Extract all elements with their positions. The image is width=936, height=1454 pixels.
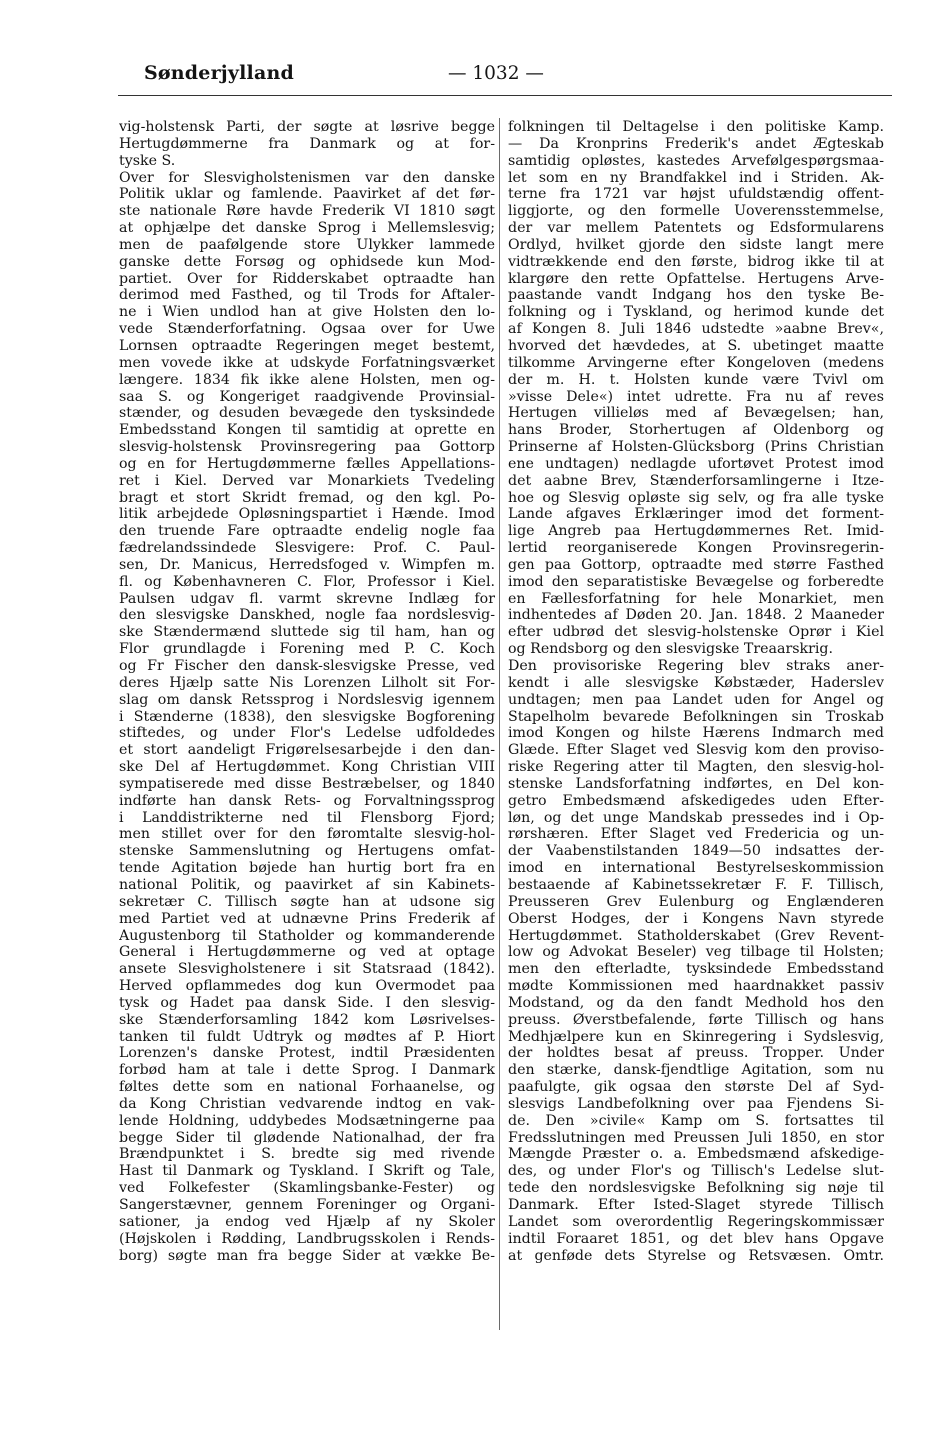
text-line: Medhjælpere kun en Skinregering i Sydslesvig, <box>508 1028 884 1045</box>
text-line: ret i Kiel. Derved var Monarkiets Tvedeling <box>119 472 495 489</box>
text-line: Lornsen optraadte Regeringen meget bestemt, <box>119 337 495 354</box>
text-line: ansete Slesvigholstenere i sit Statsraad (1842). <box>119 961 495 978</box>
text-line: Stapelholm bevarede Befolkningen sin Troskab <box>508 708 884 725</box>
text-line: begge Sider til glødende Nationalhad, der fra <box>119 1129 495 1146</box>
text-line: hoe og Slesvig opløste sig selv, og fra alle tyske <box>508 489 884 506</box>
text-line: løn, og det unge Mandskab pressedes ind i Op- <box>508 809 884 826</box>
text-line: imod en international Bestyrelseskommission <box>508 860 884 877</box>
text-line: Modstand, og da den fandt Medhold hos den <box>508 994 884 1011</box>
text-line: gen paa Gottorp, optraadte med større Fasthed <box>508 556 884 573</box>
text-line: tyske S. <box>119 152 176 169</box>
text-line: forbød ham at tale i dette Sprog. I Danmark <box>119 1062 495 1079</box>
text-line: let som en ny Brandfakkel ind i Striden. Ak- <box>508 169 884 186</box>
text-line: Lande afgaves Erklæringer imod det forment- <box>508 506 884 523</box>
text-line: folkningen til Deltagelse i den politiske Kamp. <box>508 119 884 135</box>
text-line: saa S. og Kongeriget raadgivende Provinsial- <box>119 388 495 405</box>
text-line: men de paafølgende store Ulykker lammede <box>119 236 495 253</box>
text-line: bragt et stort Skridt fremad, og den kgl. Po- <box>119 489 495 506</box>
text-line: fl. og Københavneren C. Flor, Professor i Kiel. <box>119 573 495 590</box>
text-line: des, og under Flor's og Tillisch's Ledelse slut- <box>508 1163 884 1180</box>
text-line: lende Holdning, uddybedes Modsætningerne paa <box>119 1112 495 1129</box>
text-line: at ophjælpe det danske Sprog i Mellemslesvig; <box>119 220 495 237</box>
text-line: paafulgte, gik ogsaa den største Del af Syd- <box>508 1079 884 1096</box>
text-line: Paulsen udgav fl. varmt skrevne Indlæg for <box>119 590 495 607</box>
text-line: ske Del af Hertugdømmet. Kong Christian VIII <box>119 759 495 776</box>
text-line: Fredsslutningen med Preussen Juli 1850, en stor <box>508 1129 884 1146</box>
text-line: fædrelandssindede Slesvigere: Prof. C. Paul- <box>119 540 495 557</box>
text-line: imod Kongen og hilste Hærens Indmarch med <box>508 725 884 742</box>
text-line: med Partiet ved at udnævne Prins Frederik af <box>119 910 495 927</box>
text-line: partiet. Over for Ridderskabet optraadte han <box>119 270 495 287</box>
text-line: den truende Fare optraadte endelig nogle faa <box>119 523 495 540</box>
text-line: Oberst Hodges, der i Kongens Navn styrede <box>508 910 884 927</box>
text-line: terne fra 1721 var højst ufuldstændig offent- <box>508 186 884 203</box>
text-line: tysk og Hadet paa dansk Side. I den slesvig- <box>119 994 495 1011</box>
text-line: rørshæren. Efter Slaget ved Fredericia og un- <box>508 826 884 843</box>
text-line: Hast til Danmark og Tyskland. I Skrift og Tale, <box>119 1163 495 1180</box>
text-line: Landet som overordentlig Regeringskommissær <box>508 1213 884 1230</box>
text-line: da Kong Christian vedvarende indtog en vak- <box>119 1095 495 1112</box>
text-line: indhentedes af Døden 20. Jan. 1848. 2 Maaneder <box>508 607 884 624</box>
text-line: ske Stændermænd sluttede sig til ham, han og <box>119 624 495 641</box>
text-line: den slesvigske Danskhed, nogle faa nordslesvig- <box>119 607 495 624</box>
text-line: men den efterladte, tysksindede Embedsstand <box>508 961 884 978</box>
text-line: sen, Dr. Manicus, Herredsfoged v. Wimpfen m. <box>119 556 495 573</box>
text-line: stænder, og desuden bevægede den tysksindede <box>119 405 495 422</box>
text-line: riske Regering atter til Magten, den slesvig-hol- <box>508 759 884 776</box>
text-line: ste nationale Røre havde Frederik VI 1810 søgt <box>119 203 495 220</box>
text-line: indførte han dansk Rets- og Forvaltningssprog <box>119 792 495 809</box>
text-line: Preusseren Grev Eulenburg og Englænderen <box>508 893 884 910</box>
text-line: der m. H. t. Holsten kunde være Tvivl om <box>508 371 884 388</box>
text-line: slag om dansk Retssprog i Nordslesvig igennem <box>119 691 495 708</box>
text-line: tilkomme Arvingerne efter Kongeloven (medens <box>508 354 884 371</box>
text-line: national Politik, og paavirket af sin Kabinets- <box>119 876 495 893</box>
text-line: slesvig-holstensk Provinsregering paa Gottorp <box>119 439 495 456</box>
text-line: efter udbrød det slesvig-holstenske Oprør i Kiel <box>508 624 884 641</box>
text-line: sympatiserede med disse Bestræbelser, og 1840 <box>119 775 495 792</box>
text-line: derimod med Fasthed, og til Trods for Aftaler- <box>119 287 495 304</box>
text-line: deres Hjælp satte Nis Lorenzen Lilholt sit For- <box>119 674 495 691</box>
running-title: Sønderjylland <box>144 62 294 84</box>
text-line: ne i Wien undlod han at give Holsten den lo- <box>119 304 495 321</box>
text-line: mødte Kommissionen med haardnakket passiv <box>508 978 884 995</box>
text-line: Prinserne af Holsten-Glücksborg (Prins Christian <box>508 439 884 456</box>
text-line: men vovede ikke at udskyde Forfatningsværket <box>119 354 495 371</box>
text-line: lige Angreb paa Hertugdømmernes Ret. Imid- <box>508 523 884 540</box>
text-line: det aabne Brev, Stænderforsamlingerne i Itze- <box>508 472 884 489</box>
text-line: Danmark. Efter Isted-Slaget styrede Tillisch <box>508 1197 884 1213</box>
text-line: Herved opflammedes dog kun Overmodet paa <box>119 978 495 995</box>
text-line: de. Den »civile« Kamp om S. fortsattes til <box>508 1112 884 1129</box>
text-line: der holdtes besat af preuss. Tropper. Under <box>508 1045 884 1062</box>
text-line: i Stænderne (1838), den slesvigske Bogforening <box>119 708 495 725</box>
text-line: og Fr Fischer den dansk-slesvigske Presse, ved <box>119 658 495 674</box>
text-line: ene undtagen) nedlagde ufortøvet Protest imod <box>508 455 884 472</box>
left-column <box>119 119 495 1264</box>
text-line: Over for Slesvigholstenismen var den danske <box>119 169 495 186</box>
text-line: Augustenborg til Statholder og kommanderende <box>119 927 495 944</box>
text-line: litik arbejdede Opløsningspartiet i Hænde. Imod <box>119 506 495 523</box>
text-line: stiftedes, og under Flor's Ledelse udfoldedes <box>119 725 495 742</box>
text-line: (Højskolen i Rødding, Landbrugsskolen i Rends- <box>119 1230 495 1247</box>
text-line: borg) søgte man fra begge Sider at vække Be- <box>119 1247 495 1264</box>
page-number: — 1032 — <box>448 63 544 84</box>
header-rule <box>118 95 892 96</box>
text-line: i Landdistrikterne ned til Flensborg Fjord; <box>119 809 495 826</box>
text-line: et stort aandeligt Frigørelsesarbejde i den dan- <box>119 742 495 759</box>
text-line: og en for Hertugdømmerne fælles Appellations- <box>119 455 495 472</box>
text-line: samtidig opløstes, kastedes Arvefølgespørgsmaa- <box>508 152 884 169</box>
text-line: Lorenzen's danske Protest, indtil Præsidenten <box>119 1045 495 1062</box>
text-line: sekretær C. Tillisch søgte han at udsone sig <box>119 893 495 910</box>
text-line: men stillet over for den føromtalte slesvig-hol- <box>119 826 495 843</box>
text-line: hvorved det hævdedes, at S. ubetinget maatte <box>508 337 884 354</box>
text-line: sationer, ja endog ved Hjælp af ny Skoler <box>119 1213 495 1230</box>
text-line: Embedsstand Kongen til samtidig at oprette en <box>119 422 495 439</box>
text-line: længere. 1834 fik ikke alene Holsten, men og- <box>119 371 495 388</box>
text-line: Hertugdømmerne fra Danmark og at for- <box>119 135 495 152</box>
text-line: klargøre den rette Opfattelse. Hertugens Arve- <box>508 270 884 287</box>
text-line: General i Hertugdømmerne og ved at optage <box>119 944 495 961</box>
text-line: paastande vandt Indgang hos den tyske Be- <box>508 287 884 304</box>
text-line: hans Broder, Storhertugen af Oldenborg og <box>508 422 884 439</box>
text-line: tede den nordslesvigske Befolkning sig nøje til <box>508 1180 884 1197</box>
text-line: ved Folkefester (Skamlingsbanke-Fester) og <box>119 1180 495 1197</box>
text-line: Ordlyd, hvilket gjorde den sidste langt mere <box>508 236 884 253</box>
text-line: Brændpunktet i S. bredte sig med rivende <box>119 1146 495 1163</box>
text-line: vidtrækkende end den første, bidrog ikke til at <box>508 253 884 270</box>
text-line: ganske dette Forsøg og ophidsede kun Mod- <box>119 253 495 270</box>
text-line: »visse Dele«) intet udrette. Fra nu af reves <box>508 388 884 405</box>
column-divider <box>499 118 500 1330</box>
text-line: der Vaabenstilstanden 1849—50 indsattes der- <box>508 843 884 860</box>
text-line: undtagen; men paa Landet uden for Angel og <box>508 691 884 708</box>
text-line: kendt i alle slesvigske Købstæder, Haderslev <box>508 674 884 691</box>
text-line: en Fællesforfatning for hele Monarkiet, men <box>508 590 884 607</box>
text-line: indtil Foraaret 1851, og det blev hans Opgave <box>508 1230 884 1247</box>
text-line: den stærke, dansk-fjendtlige Agitation, som nu <box>508 1062 884 1079</box>
text-line: preuss. Øverstbefalende, førte Tillisch og hans <box>508 1011 884 1028</box>
text-line: vede Stænderforfatning. Ogsaa over for Uwe <box>119 321 495 338</box>
text-line: folkning og i Tyskland, og herimod kunde det <box>508 304 884 321</box>
text-line: getro Embedsmænd afskedigedes uden Efter- <box>508 792 884 809</box>
text-line: stenske Landsforfatning indførtes, en Del kon- <box>508 775 884 792</box>
text-line: Glæde. Efter Slaget ved Slesvig kom den proviso- <box>508 742 884 759</box>
text-line: Hertugdømmet. Statholderskabet (Grev Revent- <box>508 927 884 944</box>
text-line: og Rendsborg og den slesvigske Treaarskrig. <box>508 641 834 658</box>
text-line: vig-holstensk Parti, der søgte at løsrive begge <box>119 119 495 135</box>
text-line: Hertugen villieløs med af Bevægelsen; han, <box>508 405 884 422</box>
text-line: Sangerstævner, gennem Foreninger og Organi- <box>119 1197 495 1213</box>
text-line: lertid reorganiserede Kongen Provinsregerin- <box>508 540 884 557</box>
text-line: bestaaende af Kabinetssekretær F. F. Tillisch, <box>508 876 884 893</box>
text-line: — Da Kronprins Frederik's andet Ægteskab <box>508 135 884 152</box>
text-line: tanken til fuldt Udtryk og mødtes af P. Hiort <box>119 1028 495 1045</box>
text-line: ske Stænderforsamling 1842 kom Løsrivelses- <box>119 1011 495 1028</box>
text-line: low og Advokat Beseler) veg tilbage til Holsten; <box>508 944 884 961</box>
text-line: liggjorte, og den formelle Uoverensstemmelse, <box>508 203 884 220</box>
text-line: at genføde dets Styrelse og Retsvæsen. Omtr. <box>508 1247 884 1264</box>
text-line: tende Agitation bøjede han hurtig bort fra en <box>119 860 495 877</box>
page-header <box>118 62 892 98</box>
right-column <box>508 119 884 1264</box>
text-line: Politik uklar og famlende. Paavirket af det før- <box>119 186 495 203</box>
text-line: af Kongen 8. Juli 1846 udstedte »aabne Brev«, <box>508 321 884 338</box>
text-line: Den provisoriske Regering blev straks aner- <box>508 658 884 674</box>
text-line: slesvigs Landbefolkning over paa Fjendens Si- <box>508 1095 884 1112</box>
text-line: imod den separatistiske Bevægelse og forberedte <box>508 573 884 590</box>
text-line: Mængde Præster o. a. Embedsmænd afskedige- <box>508 1146 884 1163</box>
text-line: stenske Sammenslutning og Hertugens omfat- <box>119 843 495 860</box>
text-line: føltes dette som en national Forhaanelse, og <box>119 1079 495 1096</box>
text-line: der var mellem Patentets og Edsformularens <box>508 220 884 237</box>
text-line: Flor grundlagde i Forening med P. C. Koch <box>119 641 495 658</box>
